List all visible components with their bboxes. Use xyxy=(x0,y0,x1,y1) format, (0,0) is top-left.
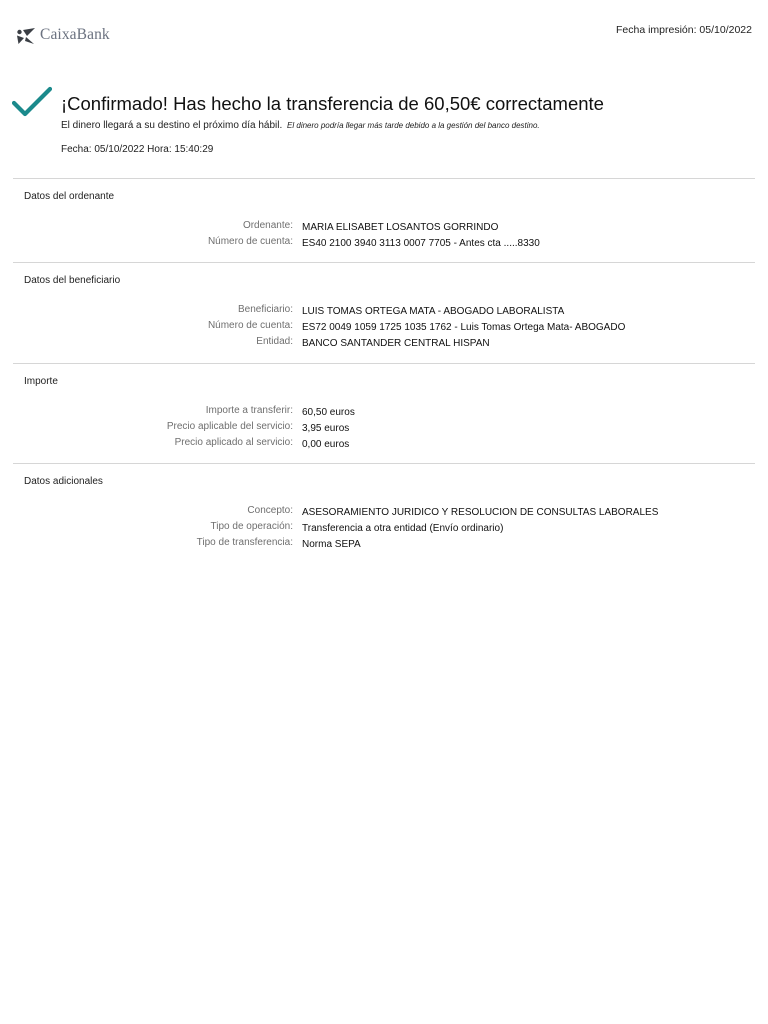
detail-rows xyxy=(13,220,755,252)
section-title: Importe xyxy=(24,376,58,387)
detail-row xyxy=(13,437,755,453)
checkmark-icon xyxy=(12,86,52,118)
detail-label: Número de cuenta: xyxy=(207,236,293,248)
section-adicionales xyxy=(13,463,755,564)
detail-row xyxy=(13,521,755,537)
detail-row xyxy=(13,537,755,553)
detail-row xyxy=(13,505,755,521)
subtitle-main: El dinero llegará a su destino el próximo día hábil. xyxy=(61,120,283,131)
detail-label: Tipo de operación: xyxy=(210,521,293,533)
header xyxy=(0,0,768,60)
detail-rows xyxy=(13,405,755,454)
detail-value: Transferencia a otra entidad (Envío ordinario) xyxy=(302,523,504,535)
detail-value: 60,50 euros xyxy=(302,407,355,418)
detail-value: ES40 2100 3940 3113 0007 7705 - Antes cta .....8330 xyxy=(302,238,540,250)
confirmation-subtitle xyxy=(61,120,540,131)
detail-value: 3,95 euros xyxy=(302,423,350,435)
section-importe xyxy=(13,363,755,464)
detail-value: LUIS TOMAS ORTEGA MATA - ABOGADO LABORALISTA xyxy=(302,306,565,317)
section-title: Datos del ordenante xyxy=(24,191,115,202)
section-title: Datos adicionales xyxy=(24,476,103,487)
detail-value: Norma SEPA xyxy=(302,539,361,551)
caixabank-logo xyxy=(14,26,110,46)
detail-label: Precio aplicado al servicio: xyxy=(174,437,293,449)
detail-row xyxy=(13,236,755,252)
detail-row xyxy=(13,421,755,437)
detail-value: ES72 0049 1059 1725 1035 1762 - Luis Tomas Ortega Mata- ABOGADO xyxy=(302,322,626,334)
section-title: Datos del beneficiario xyxy=(24,275,121,286)
star-logo-icon xyxy=(14,26,38,46)
print-date: Fecha impresión: 05/10/2022 xyxy=(615,24,752,36)
detail-value: ASESORAMIENTO JURIDICO Y RESOLUCION DE CONSULTAS LABORALES xyxy=(302,507,659,518)
section-ordenante xyxy=(13,178,755,263)
detail-label: Beneficiario: xyxy=(237,304,293,315)
detail-label: Tipo de transferencia: xyxy=(196,537,293,549)
logo-text: CaixaBank xyxy=(40,26,110,43)
detail-value: MARIA ELISABET LOSANTOS GORRINDO xyxy=(302,222,499,233)
detail-label: Importe a transferir: xyxy=(205,405,293,416)
section-beneficiario xyxy=(13,262,755,364)
detail-value: BANCO SANTANDER CENTRAL HISPAN xyxy=(302,338,490,350)
detail-label: Entidad: xyxy=(256,336,293,348)
detail-label: Precio aplicable del servicio: xyxy=(166,421,293,433)
detail-label: Ordenante: xyxy=(242,220,293,231)
detail-rows xyxy=(13,304,755,353)
detail-row xyxy=(13,405,755,421)
operation-datetime: Fecha: 05/10/2022 Hora: 15:40:29 xyxy=(61,144,214,155)
detail-row xyxy=(13,336,755,352)
detail-label: Número de cuenta: xyxy=(207,320,293,332)
detail-rows xyxy=(13,505,755,554)
detail-row xyxy=(13,304,755,320)
detail-row xyxy=(13,220,755,236)
detail-value: 0,00 euros xyxy=(302,439,350,451)
detail-label: Concepto: xyxy=(247,505,293,516)
confirmation-title: ¡Confirmado! Has hecho la transferencia de 60,50€ correctamente xyxy=(61,93,604,114)
subtitle-note: El dinero podría llegar más tarde debido a la gestión del banco destino. xyxy=(287,121,540,130)
detail-row xyxy=(13,320,755,336)
